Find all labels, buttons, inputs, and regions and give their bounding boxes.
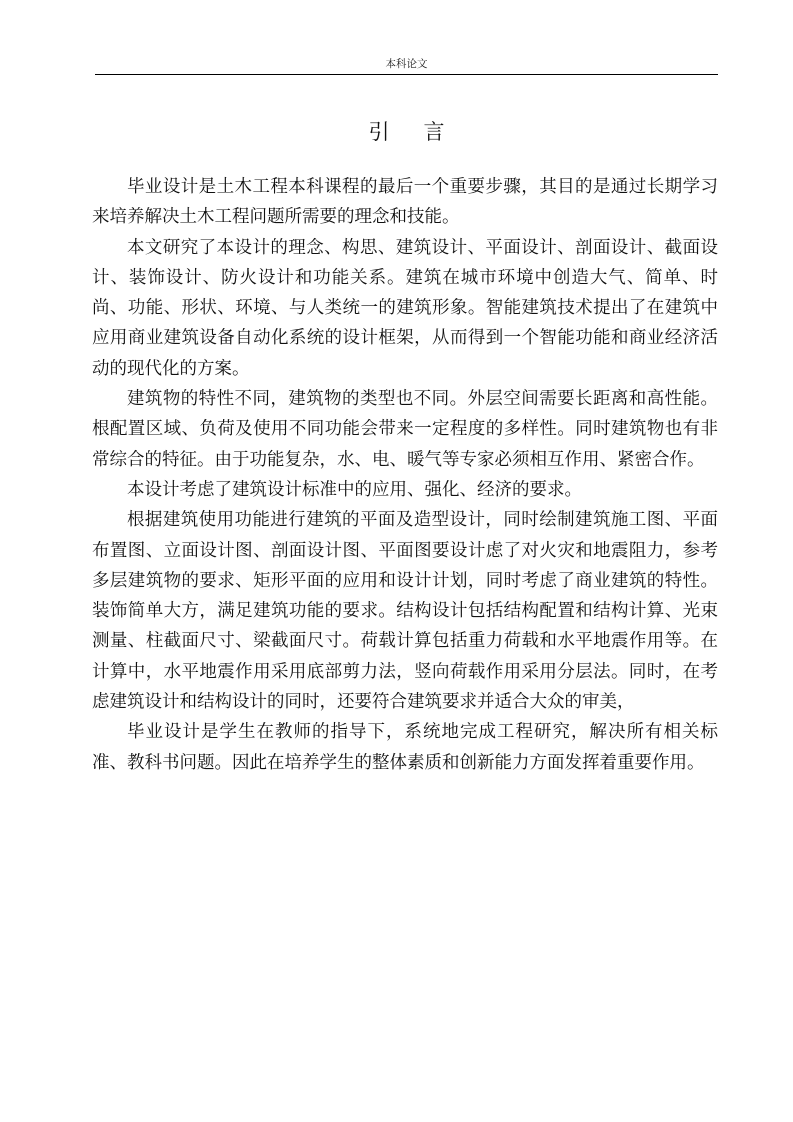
body-text bbox=[92, 172, 718, 778]
page-header bbox=[95, 58, 718, 75]
paragraph: 根据建筑使用功能进行建筑的平面及造型设计，同时绘制建筑施工图、平面布置图、立面设计图、剖面设计图、平面图要设计虑了对火灾和地震阻力，参考多层建筑物的要求、矩形平面的应用和设计计划，同时考虑了商业建筑的特性。装饰简单大方，满足建筑功能的要求。结构设计包括结构配置和结构计算、光束测量、柱截面尺寸、梁截面尺寸。荷载计算包括重力荷载和水平地震作用等。在计算中，水平地震作用采用底部剪力法，竖向荷载作用采用分层法。同时，在考虑建筑设计和结构设计的同时，还要符合建筑要求并适合大众的审美， bbox=[92, 510, 718, 713]
paragraph: 本设计考虑了建筑设计标准中的应用、强化、经济的要求。 bbox=[127, 479, 582, 500]
paragraph: 毕业设计是土木工程本科课程的最后一个重要步骤，其目的是通过长期学习来培养解决土木工程问题所需要的理念和技能。 bbox=[92, 177, 718, 228]
running-title: 本科论文 bbox=[385, 58, 428, 70]
paragraph: 建筑物的特性不同，建筑物的类型也不同。外层空间需要长距离和高性能。根配置区域、负荷及使用不同功能会带来一定程度的多样性。同时建筑物也有非常综合的特征。由于功能复杂，水、电、暖气等专家必须相互作用、紧密合作。 bbox=[92, 389, 718, 470]
paragraph: 毕业设计是学生在教师的指导下，系统地完成工程研究，解决所有相关标准、教科书问题。因此在培养学生的整体素质和创新能力方面发挥着重要作用。 bbox=[92, 722, 718, 773]
paragraph: 本文研究了本设计的理念、构思、建筑设计、平面设计、剖面设计、截面设计、装饰设计、防火设计和功能关系。建筑在城市环境中创造大气、简单、时尚、功能、形状、环境、与人类统一的建筑形象。智能建筑技术提出了在建筑中应用商业建筑设备自动化系统的设计框架，从而得到一个智能功能和商业经济活动的现代化的方案。 bbox=[92, 237, 718, 379]
page-title: 引言 bbox=[368, 120, 479, 144]
